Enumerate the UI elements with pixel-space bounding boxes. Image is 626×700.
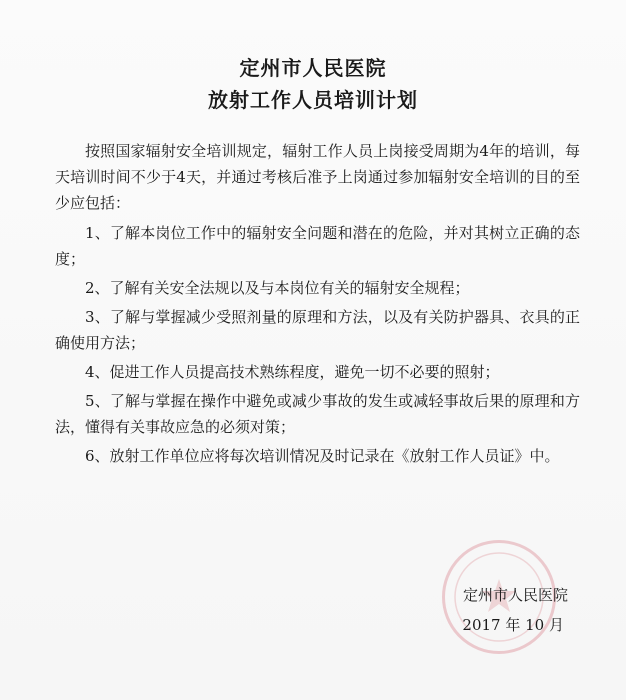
signature-organization: 定州市人民医院 [462, 586, 568, 604]
intro-paragraph: 按照国家辐射安全培训规定，辐射工作人员上岗接受周期为4年的培训，每天培训时间不少于4天，并通过考核后准予上岗通过参加辐射安全培训的目的至少应包括： [55, 142, 580, 212]
document-title-line2: 放射工作人员培训计划 [208, 88, 418, 112]
signature-date: 2017 年 10 月 [462, 616, 564, 634]
list-item: 3、了解与掌握减少受照剂量的原理和方法，以及有关防护器具、衣具的正确使用方法； [55, 308, 580, 352]
document-title-line1: 定州市人民医院 [239, 56, 387, 80]
list-item: 1、了解本岗位工作中的辐射安全问题和潜在的危险，并对其树立正确的态度； [55, 224, 580, 268]
training-items-list [55, 220, 580, 469]
list-item: 2、了解有关安全法规以及与本岗位有关的辐射安全规程； [85, 279, 470, 297]
list-item: 6、放射工作单位应将每次培训情况及时记录在《放射工作人员证》中。 [85, 447, 560, 465]
list-item: 5、了解与掌握在操作中避免或减少事故的发生或减轻事故后果的原理和方法，懂得有关事故应急的必须对策； [55, 392, 580, 436]
list-item: 4、促进工作人员提高技术熟练程度，避免一切不必要的照射； [85, 363, 500, 381]
